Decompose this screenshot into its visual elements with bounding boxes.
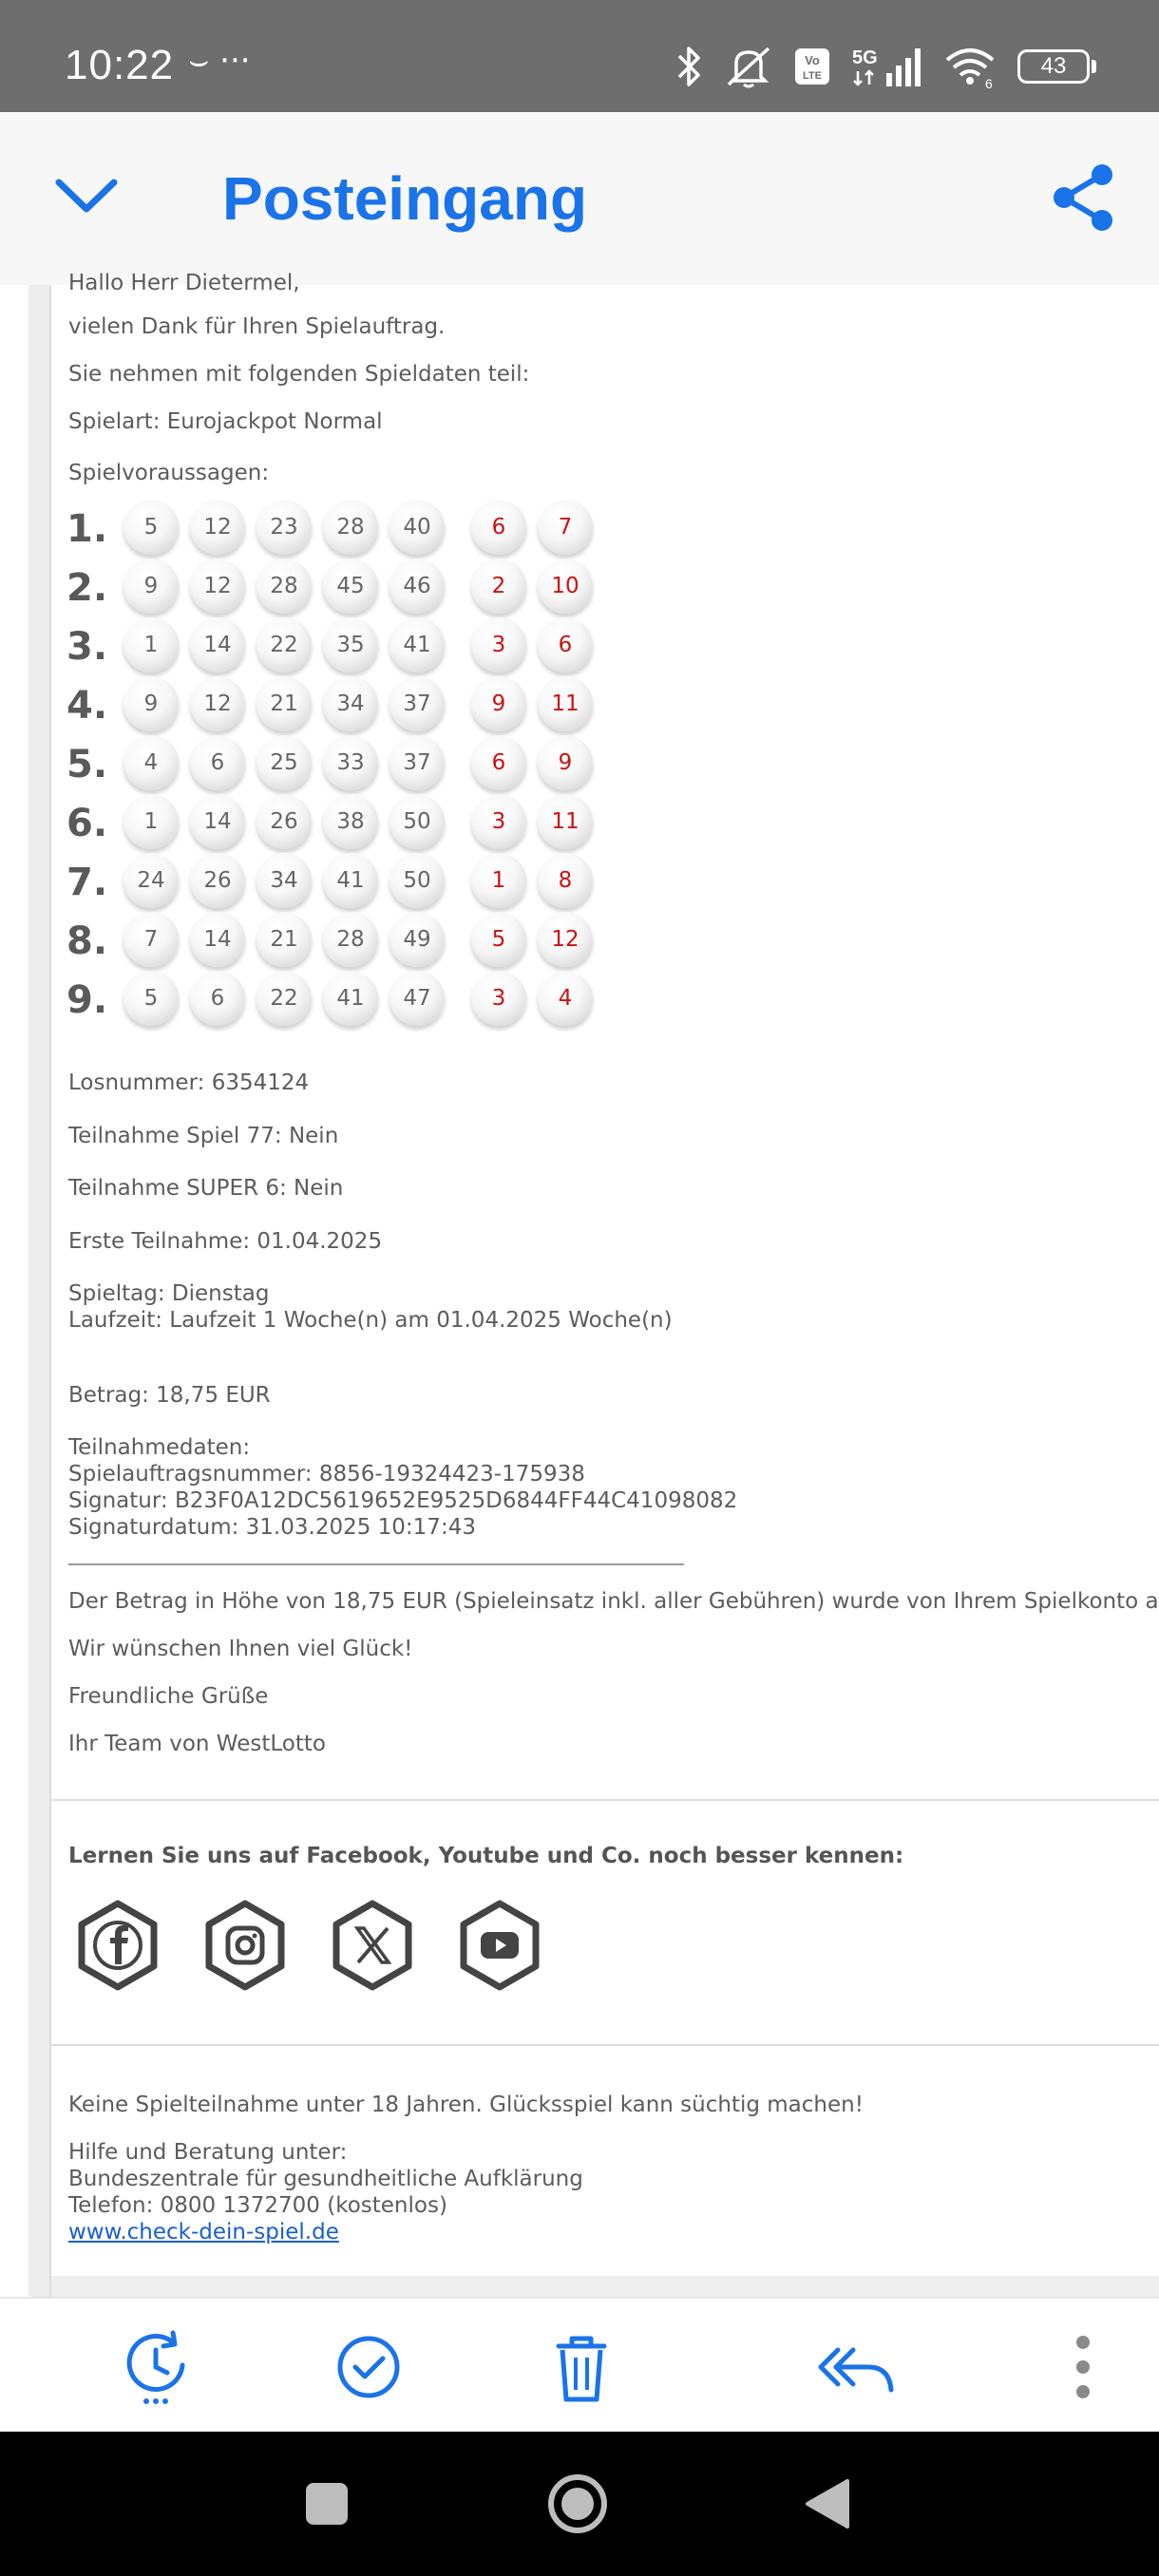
euro-number-ball: 1 <box>471 853 526 908</box>
regards: Freundliche Grüße <box>68 1684 269 1709</box>
divider <box>51 2044 1159 2046</box>
main-number-ball: 14 <box>190 794 245 849</box>
main-number-ball: 12 <box>190 676 245 731</box>
tip-row <box>66 676 636 735</box>
signature-date: Signaturdatum: 31.03.2025 10:17:43 <box>68 1515 476 1540</box>
reply-all-icon[interactable] <box>813 2327 899 2407</box>
euro-number-ball: 9 <box>538 735 593 790</box>
help-phone: Telefon: 0800 1372700 (kostenlos) <box>68 2193 447 2218</box>
main-number-ball: 41 <box>323 971 378 1026</box>
separator-line <box>68 1563 684 1565</box>
tip-row <box>66 794 636 853</box>
team-signature: Ihr Team von WestLotto <box>68 1732 326 1756</box>
page-title: Posteingang <box>222 164 588 233</box>
app-header <box>0 112 1159 285</box>
svg-text:LTE: LTE <box>803 70 822 82</box>
main-number-ball: 5 <box>124 500 179 555</box>
euro-number-ball: 11 <box>538 676 593 731</box>
instagram-icon[interactable] <box>200 1900 291 1991</box>
main-number-ball: 26 <box>190 853 245 908</box>
main-number-ball: 50 <box>390 794 445 849</box>
main-number-ball: 26 <box>256 794 312 849</box>
status-bar <box>0 0 1159 112</box>
amount: Betrag: 18,75 EUR <box>68 1383 271 1408</box>
spiel77: Teilnahme Spiel 77: Nein <box>68 1124 339 1148</box>
euro-number-ball: 6 <box>471 500 526 555</box>
main-number-ball: 50 <box>390 853 445 908</box>
main-number-ball: 21 <box>256 912 312 967</box>
svg-text:Vo: Vo <box>805 53 820 67</box>
debit-note: Der Betrag in Höhe von 18,75 EUR (Spieleinsatz inkl. aller Gebühren) wurde von Ihrem Spielkonto a <box>68 1589 1159 1614</box>
euro-number-ball: 10 <box>538 559 593 614</box>
tip-row <box>66 559 636 617</box>
clock: 10:22 <box>65 42 175 88</box>
youtube-icon[interactable] <box>454 1900 545 1991</box>
losnummer: Losnummer: 6354124 <box>68 1070 310 1095</box>
tip-row <box>66 500 636 559</box>
age-warning: Keine Spielteilnahme unter 18 Jahren. Glücksspiel kann süchtig machen! <box>68 2093 864 2117</box>
main-number-ball: 22 <box>256 971 312 1026</box>
thanks-text: vielen Dank für Ihren Spielauftrag. <box>68 314 446 339</box>
tip-row <box>66 853 636 912</box>
main-number-ball: 38 <box>323 794 378 849</box>
tip-row <box>66 912 636 971</box>
main-number-ball: 49 <box>390 912 445 967</box>
back-icon[interactable] <box>804 2477 851 2530</box>
main-number-ball: 28 <box>323 500 378 555</box>
main-number-ball: 4 <box>124 735 179 790</box>
intro-text: Sie nehmen mit folgenden Spieldaten teil: <box>68 362 530 387</box>
tip-number: 2. <box>66 566 108 610</box>
main-number-ball: 47 <box>390 971 445 1026</box>
draw-day: Spieltag: Dienstag <box>68 1281 270 1306</box>
main-number-ball: 33 <box>323 735 378 790</box>
main-number-ball: 34 <box>256 853 312 908</box>
main-number-ball: 12 <box>190 500 245 555</box>
main-number-ball: 6 <box>190 971 245 1026</box>
main-number-ball: 5 <box>124 971 179 1026</box>
chevron-down-icon[interactable] <box>53 169 120 226</box>
euro-number-ball: 2 <box>471 559 526 614</box>
main-number-ball: 37 <box>390 676 445 731</box>
help-link[interactable]: www.check-dein-spiel.de <box>68 2220 339 2245</box>
svg-text:6: 6 <box>985 76 993 91</box>
5g-signal-icon <box>852 45 922 88</box>
more-icon[interactable] <box>1043 2327 1123 2407</box>
euro-number-ball: 11 <box>538 794 593 849</box>
main-number-ball: 41 <box>390 617 445 672</box>
battery-icon <box>1017 49 1096 84</box>
system-nav-bar <box>0 2432 1159 2576</box>
main-number-ball: 12 <box>190 559 245 614</box>
help-org: Bundeszentrale für gesundheitliche Aufklärung <box>68 2167 583 2191</box>
x-icon[interactable] <box>327 1900 418 1991</box>
good-luck: Wir wünschen Ihnen viel Glück! <box>68 1637 413 1661</box>
signature: Signatur: B23F0A12DC5619652E9525D6844FF44C41098082 <box>68 1488 738 1513</box>
quote-gutter <box>28 285 49 2297</box>
euro-number-ball: 4 <box>538 971 593 1026</box>
mail-toolbar <box>0 2297 1159 2432</box>
mute-icon <box>725 45 772 88</box>
mark-done-icon[interactable] <box>329 2327 408 2407</box>
tip-number: 6. <box>66 802 108 845</box>
euro-number-ball: 8 <box>538 853 593 908</box>
mail-body[interactable] <box>0 271 1159 2297</box>
snooze-icon[interactable] <box>118 2327 198 2407</box>
tip-row <box>66 735 636 794</box>
delete-icon[interactable] <box>542 2327 621 2407</box>
status-extras: ⌣ ··· <box>188 42 251 80</box>
tip-number: 4. <box>66 684 108 728</box>
battery-level: 43 <box>1017 49 1090 84</box>
euro-number-ball: 3 <box>471 971 526 1026</box>
main-number-ball: 22 <box>256 617 312 672</box>
main-number-ball: 14 <box>190 617 245 672</box>
facebook-icon[interactable] <box>72 1900 163 1991</box>
euro-number-ball: 3 <box>471 617 526 672</box>
main-number-ball: 14 <box>190 912 245 967</box>
euro-number-ball: 3 <box>471 794 526 849</box>
main-number-ball: 7 <box>124 912 179 967</box>
help-label: Hilfe und Beratung unter: <box>68 2140 348 2165</box>
tip-number: 7. <box>66 861 108 904</box>
first-participation: Erste Teilnahme: 01.04.2025 <box>68 1229 383 1254</box>
recents-icon[interactable] <box>304 2481 350 2527</box>
tip-row <box>66 617 636 676</box>
main-number-ball: 37 <box>390 735 445 790</box>
participation-label: Teilnahmedaten: <box>68 1435 251 1460</box>
main-number-ball: 1 <box>124 794 179 849</box>
main-number-ball: 1 <box>124 617 179 672</box>
main-number-ball: 9 <box>124 559 179 614</box>
euro-number-ball: 7 <box>538 500 593 555</box>
euro-number-ball: 6 <box>471 735 526 790</box>
predictions-label: Spielvoraussagen: <box>68 461 270 485</box>
main-number-ball: 34 <box>323 676 378 731</box>
duration: Laufzeit: Laufzeit 1 Woche(n) am 01.04.2025 Woche(n) <box>68 1308 673 1333</box>
main-number-ball: 45 <box>323 559 378 614</box>
main-number-ball: 21 <box>256 676 312 731</box>
greeting: Hallo Herr Dietermel, <box>68 271 300 295</box>
bluetooth-icon <box>675 45 704 88</box>
volte-icon <box>793 47 831 86</box>
main-number-ball: 28 <box>323 912 378 967</box>
tip-number: 1. <box>66 507 108 551</box>
tip-number: 5. <box>66 743 108 786</box>
main-number-ball: 6 <box>190 735 245 790</box>
tip-number: 8. <box>66 919 108 963</box>
social-heading: Lernen Sie uns auf Facebook, Youtube und Co. noch besser kennen: <box>68 1844 904 1868</box>
tip-number: 3. <box>66 625 108 669</box>
euro-number-ball: 6 <box>538 617 593 672</box>
euro-number-ball: 5 <box>471 912 526 967</box>
divider <box>51 1799 1159 1801</box>
euro-number-ball: 12 <box>538 912 593 967</box>
super6: Teilnahme SUPER 6: Nein <box>68 1176 344 1201</box>
order-number: Spielauftragsnummer: 8856-19324423-175938 <box>68 1462 585 1487</box>
main-number-ball: 23 <box>256 500 312 555</box>
home-icon[interactable] <box>547 2473 608 2534</box>
main-number-ball: 28 <box>256 559 312 614</box>
svg-text:5G: 5G <box>852 47 878 68</box>
tip-number: 9. <box>66 978 108 1022</box>
main-number-ball: 46 <box>390 559 445 614</box>
wifi-icon <box>943 45 997 91</box>
main-number-ball: 25 <box>256 735 312 790</box>
main-number-ball: 35 <box>323 617 378 672</box>
main-number-ball: 9 <box>124 676 179 731</box>
game-type: Spielart: Eurojackpot Normal <box>68 409 383 434</box>
main-number-ball: 24 <box>124 853 179 908</box>
main-number-ball: 40 <box>390 500 445 555</box>
main-number-ball: 41 <box>323 853 378 908</box>
euro-number-ball: 9 <box>471 676 526 731</box>
share-icon[interactable] <box>1049 161 1121 234</box>
tip-row <box>66 971 636 1030</box>
